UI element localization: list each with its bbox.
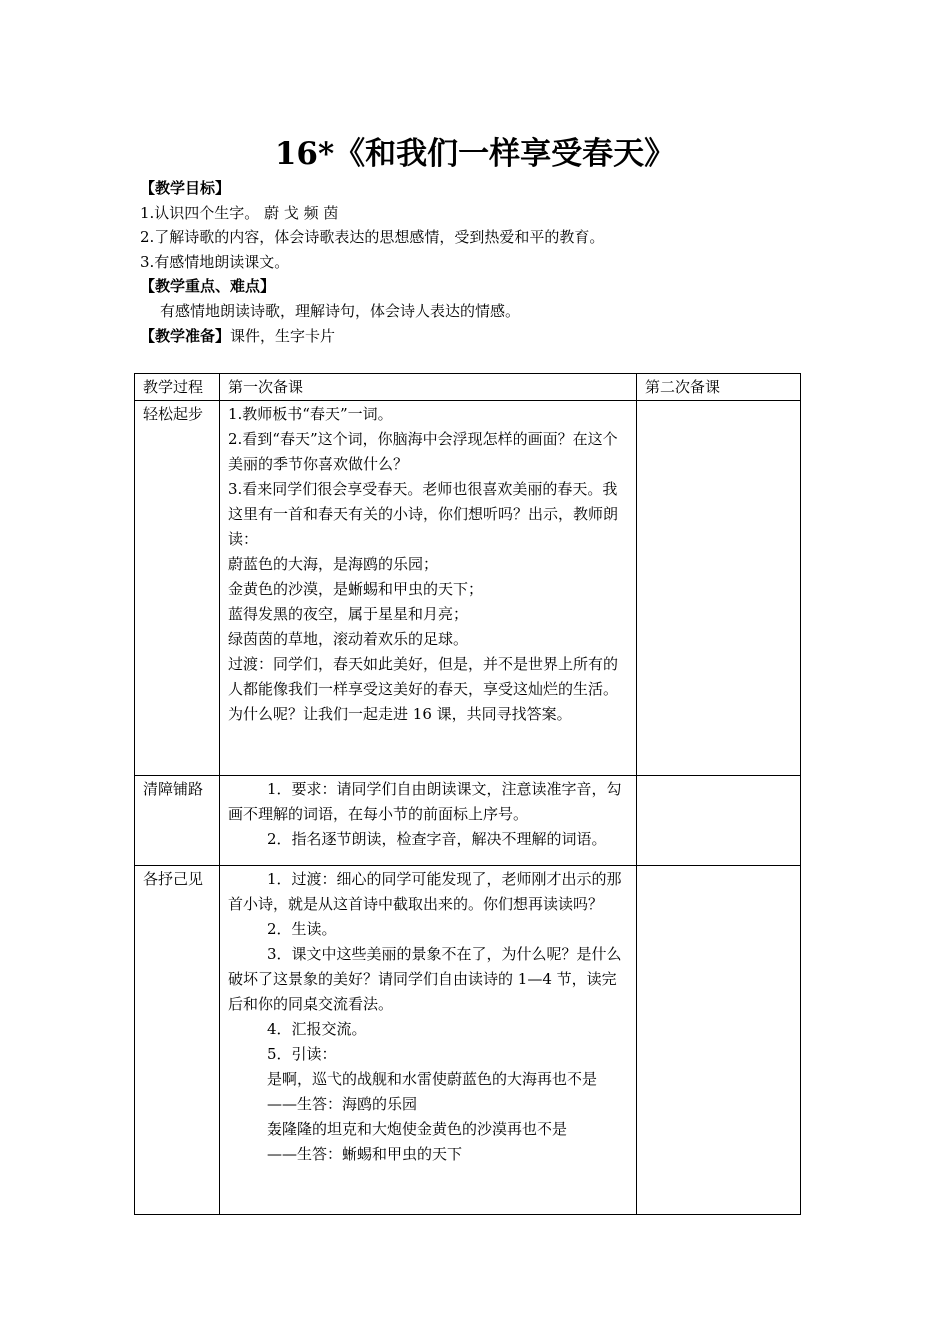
answer-line: ——生答：蜥蜴和甲虫的天下 [267, 1145, 463, 1163]
objective-item: 2.了解诗歌的内容，体会诗歌表达的思想感情，受到热爱和平的教育。 [140, 228, 605, 247]
plan-line: 3．课文中这些美丽的景象不在了，为什么呢？是什么破坏了这景象的美好？请同学们自由读诗的 1—4 节，读完后和你的同桌交流看法。 [228, 945, 622, 1013]
second-prep-cell [637, 866, 801, 1215]
plan-line: 2.看到“春天”这个词，你脑海中会浮现怎样的画面？在这个美丽的季节你喜欢做什么？ [228, 430, 618, 473]
plan-line: 过渡：同学们，春天如此美好，但是，并不是世界上所有的人都能像我们一样享受这美好的春天，享受这灿烂的生活。为什么呢？让我们一起走进 16 课，共同寻找答案。 [228, 655, 619, 723]
plan-line: 2．指名逐节朗读，检查字音，解决不理解的词语。 [267, 830, 607, 848]
header-process: 教学过程 [135, 374, 220, 401]
objectives-heading: 【教学目标】 [140, 179, 231, 197]
plan-line: 1．过渡：细心的同学可能发现了，老师刚才出示的那首小诗，就是从这首诗中截取出来的。你们想再读读吗？ [228, 870, 622, 913]
key-points-text: 有感情地朗读诗歌，理解诗句，体会诗人表达的情感。 [160, 301, 521, 320]
lesson-plan-table [134, 373, 801, 1215]
preparation-text: 课件，生字卡片 [230, 326, 336, 345]
poem-line: 蓝得发黑的夜空，属于星星和月亮； [228, 605, 469, 623]
objective-item: 1.认识四个生字。 蔚 戈 频 茵 [140, 203, 339, 222]
table-header-row [135, 374, 801, 401]
preparation-heading: 【教学准备】 [140, 326, 231, 345]
table-row [135, 401, 801, 776]
second-prep-cell [637, 401, 801, 776]
plan-line: 5．引读： [267, 1045, 337, 1063]
poem-line: 蔚蓝色的大海，是海鸥的乐园； [228, 555, 439, 573]
first-prep-cell [220, 866, 637, 1215]
header-second-prep: 第二次备课 [637, 374, 801, 401]
preparation-line [140, 324, 820, 349]
stage-label: 各抒己见 [135, 866, 220, 1215]
plan-line: 1．要求：请同学们自由朗读课文，注意读准字音，勾画不理解的词语，在每小节的前面标上序号。 [228, 780, 622, 823]
stage-label: 清障铺路 [135, 776, 220, 866]
plan-line: 1.教师板书“春天”一词。 [228, 405, 393, 423]
table-row [135, 776, 801, 866]
page-title: 16*《和我们一样享受春天》 [274, 136, 676, 172]
answer-line: ——生答：海鸥的乐园 [267, 1095, 418, 1113]
stage-label: 轻松起步 [135, 401, 220, 776]
first-prep-cell [220, 776, 637, 866]
objective-item: 3.有感情地朗读课文。 [140, 252, 290, 271]
plan-line: 2．生读。 [267, 920, 337, 938]
first-prep-cell [220, 401, 637, 776]
header-first-prep: 第一次备课 [220, 374, 637, 401]
poem-line: 金黄色的沙漠，是蜥蜴和甲虫的天下； [228, 580, 484, 598]
poem-line: 绿茵茵的草地，滚动着欢乐的足球。 [228, 630, 469, 648]
plan-line: 4．汇报交流。 [267, 1020, 367, 1038]
plan-line: 轰隆隆的坦克和大炮使金黄色的沙漠再也不是 [267, 1120, 568, 1138]
table-row [135, 866, 801, 1215]
lesson-intro [140, 176, 820, 348]
key-points-heading: 【教学重点、难点】 [140, 277, 276, 296]
second-prep-cell [637, 776, 801, 866]
plan-line: 3.看来同学们很会享受春天。老师也很喜欢美丽的春天。我这里有一首和春天有关的小诗，你们想听吗？出示，教师朗读： [228, 480, 619, 548]
plan-line: 是啊，巡弋的战舰和水雷使蔚蓝色的大海再也不是 [267, 1070, 598, 1088]
